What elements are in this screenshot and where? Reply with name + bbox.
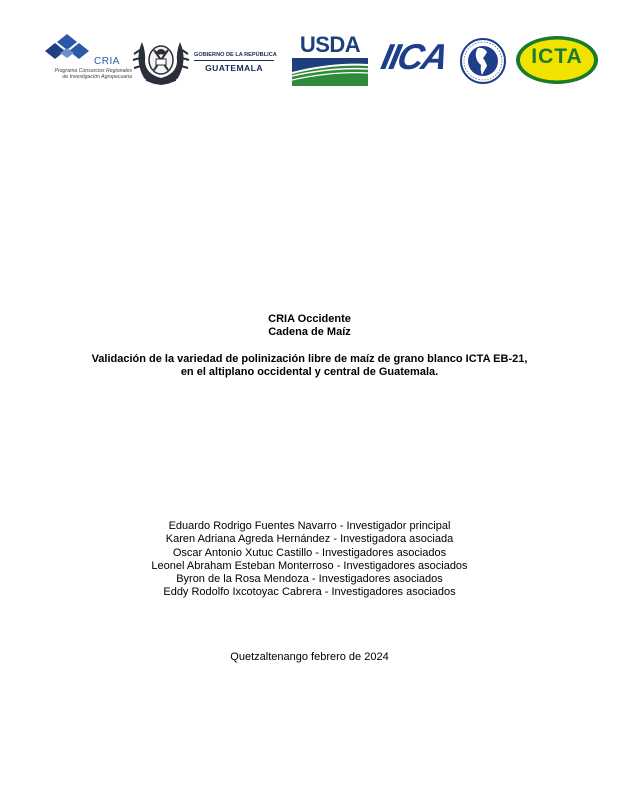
- author-line: Eddy Rodolfo Ixcotoyac Cabrera - Investigadores asociados: [163, 586, 456, 599]
- usda-name: USDA: [299, 32, 361, 57]
- author-line: Karen Adriana Agreda Hernández - Investigadora asociada: [165, 533, 454, 546]
- americas-globe-icon: [460, 38, 506, 84]
- guatemala-coat-of-arms-icon: [132, 30, 190, 88]
- place-date: Quetzaltenango febrero de 2024: [230, 651, 389, 663]
- heading-line2: Cadena de Maíz: [268, 326, 351, 338]
- cria-logo: [44, 34, 130, 90]
- gobierno-guatemala-logo: [194, 52, 277, 74]
- iica-name: IICA: [377, 36, 451, 77]
- iica-logo: [377, 36, 508, 86]
- title-line2: en el altiplano occidental y central de Guatemala.: [180, 366, 439, 378]
- logo-bar: [0, 0, 619, 100]
- usda-field-icon: [292, 58, 368, 86]
- author-line: Byron de la Rosa Mendoza - Investigadores asociados: [176, 573, 443, 586]
- heading-line1: CRIA Occidente: [268, 313, 351, 325]
- cria-diamonds-icon: [44, 34, 90, 64]
- author-list: [0, 520, 619, 600]
- icta-name: ICTA: [531, 45, 583, 68]
- author-line: Oscar Antonio Xutuc Castillo - Investigadores asociados: [172, 546, 447, 559]
- author-line: Eduardo Rodrigo Fuentes Navarro - Investigador principal: [168, 520, 451, 532]
- author-line: Leonel Abraham Esteban Monterroso - Investigadores asociados: [151, 559, 468, 572]
- icta-logo: [514, 34, 600, 86]
- gobierno-line1: GOBIERNO DE LA REPÚBLICA: [194, 52, 277, 58]
- cria-subtitle: Programa Consorcios Regionales de Investigación Agropecuaria: [54, 68, 132, 80]
- usda-logo: [292, 34, 368, 86]
- gobierno-line2: GUATEMALA: [194, 60, 274, 73]
- cria-name: CRIA: [94, 56, 120, 67]
- title-line1: Validación de la variedad de polinización libre de maíz de grano blanco ICTA EB-21,: [91, 353, 528, 365]
